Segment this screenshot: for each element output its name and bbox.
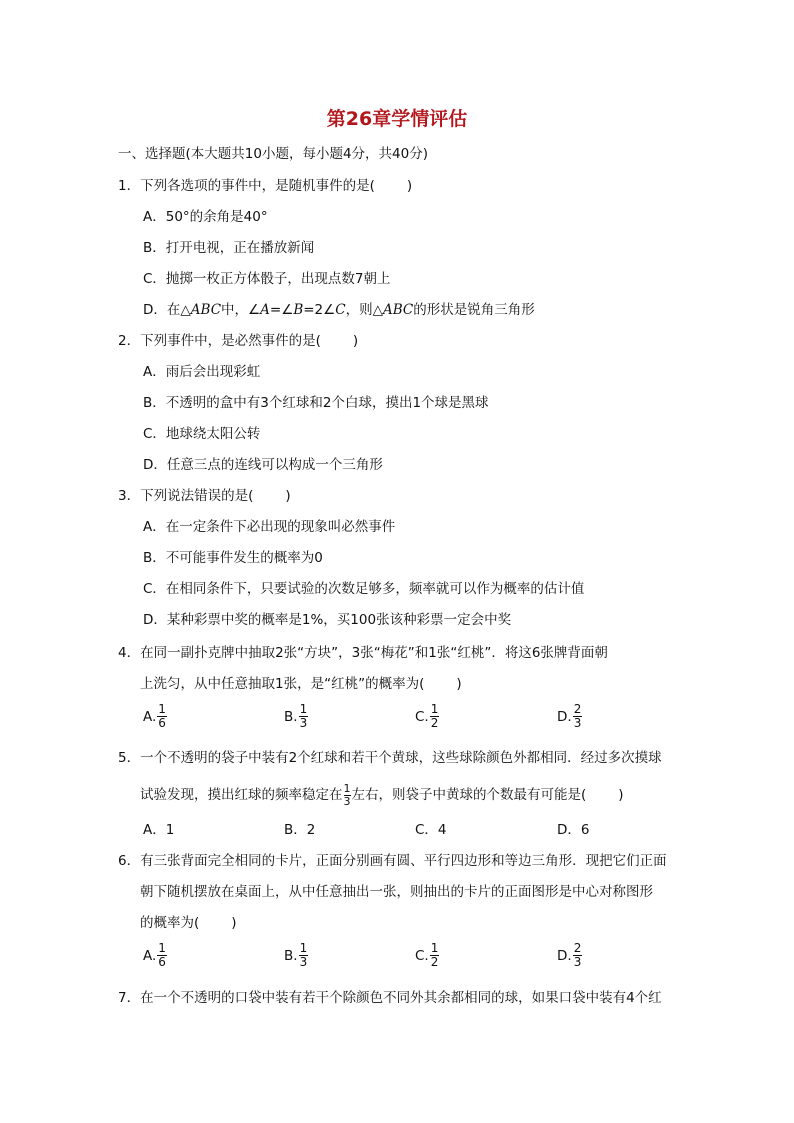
question-1-option-b: B．打开电视，正在播放新闻: [143, 240, 315, 256]
denominator: 3: [299, 716, 308, 730]
question-6-text: 的概率为(: [140, 915, 200, 931]
numerator: 1: [299, 941, 308, 955]
denominator: 2: [430, 955, 439, 969]
question-4-option-a: [143, 703, 167, 730]
question-4-text: 上洗匀，从中任意抽取1张，是“红桃”的概率为(: [140, 676, 425, 692]
question-1-option-c: C．抛掷一枚正方体骰子，出现点数7朝上: [143, 271, 391, 287]
question-2-option-a: A．雨后会出现彩虹: [143, 364, 261, 380]
option-label: D.: [557, 708, 572, 725]
math-var: C: [335, 302, 346, 318]
question-2-option-c: C．地球绕太阳公转: [143, 426, 261, 442]
option-label: B.: [284, 708, 298, 725]
fraction: [299, 942, 309, 969]
question-6-option-a: [143, 942, 167, 969]
question-4-line-1: 4．在同一副扑克牌中抽取2张“方块”，3张“梅花”和1张“红桃”．将这6张牌背面朝: [118, 645, 608, 661]
question-6-line-3: [140, 913, 237, 933]
question-4-option-b: [284, 703, 308, 730]
question-6-line-2: 朝下随机摆放在桌面上，从中任意抽出一张，则抽出的卡片的正面图形是中心对称图形: [140, 884, 653, 900]
question-4-close: ): [456, 676, 462, 692]
question-3-option-a: A．在一定条件下必出现的现象叫必然事件: [143, 519, 396, 535]
numerator: 1: [430, 702, 439, 716]
option-label: B.: [284, 947, 298, 964]
numerator: 1: [158, 702, 166, 716]
section-heading: 一、选择题(本大题共10小题，每小题4分，共40分): [118, 146, 428, 162]
question-5-line-2: [140, 781, 624, 809]
opt-text: 中，∠: [221, 302, 261, 318]
question-2-option-b: B．不透明的盒中有3个红球和2个白球，摸出1个球是黑球: [143, 395, 489, 411]
question-4-option-d: [557, 703, 582, 730]
denominator: 6: [158, 716, 166, 730]
question-7-line-1: 7．在一个不透明的口袋中装有若干个除颜色不同外其余都相同的球，如果口袋中装有4个红: [118, 990, 662, 1006]
question-5-option-d: D．6: [557, 822, 590, 838]
question-5-text: 左右，则袋子中黄球的个数最有可能是(: [351, 787, 587, 803]
question-2-stem: [118, 331, 358, 351]
question-5-option-b: B．2: [284, 822, 316, 838]
math-var: ABC: [382, 302, 414, 318]
question-5-option-c: C．4: [415, 822, 447, 838]
question-2-option-d: D．任意三点的连线可以构成一个三角形: [143, 457, 383, 473]
option-label: A.: [143, 947, 157, 964]
denominator: 3: [343, 794, 351, 808]
fraction: [344, 783, 351, 808]
fraction: [573, 703, 583, 730]
option-label: C.: [415, 708, 429, 725]
denominator: 3: [573, 955, 582, 969]
question-5-close: ): [618, 787, 624, 803]
question-3-option-b: B．不可能事件发生的概率为0: [143, 550, 323, 566]
numerator: 1: [158, 941, 166, 955]
opt-text: 的形状是锐角三角形: [413, 302, 535, 318]
denominator: 3: [299, 955, 308, 969]
question-2-close: ): [352, 333, 359, 349]
question-3-option-c: C．在相同条件下，只要试验的次数足够多，频率就可以作为概率的估计值: [143, 581, 585, 597]
question-6-option-b: [284, 942, 308, 969]
question-5-text: 试验发现，摸出红球的频率稳定在: [140, 787, 343, 803]
numerator: 2: [573, 941, 582, 955]
question-5-line-1: 5．一个不透明的袋子中装有2个红球和若干个黄球，这些球除颜色外都相同．经过多次摸球: [118, 750, 662, 766]
question-1-stem: [118, 176, 412, 196]
question-6-option-c: [415, 942, 439, 969]
opt-text: ，则△: [345, 302, 383, 318]
math-var: ABC: [190, 302, 222, 318]
opt-text: D．在△: [143, 302, 191, 318]
option-label: A.: [143, 708, 157, 725]
question-1-text: 1．下列各选项的事件中，是随机事件的是(: [118, 178, 375, 194]
question-6-close: ): [231, 915, 237, 931]
question-4-option-c: [415, 703, 439, 730]
page-title: 第26章学情评估: [326, 108, 468, 130]
question-1-option-a: A．50°的余角是40°: [143, 209, 268, 225]
question-6-line-1: 6．有三张背面完全相同的卡片，正面分别画有圆、平行四边形和等边三角形．现把它们正面: [118, 853, 667, 869]
numerator: 1: [299, 702, 308, 716]
fraction: [157, 703, 167, 730]
question-4-line-2: [140, 674, 462, 694]
numerator: 2: [573, 702, 582, 716]
opt-text: =∠: [269, 302, 294, 318]
question-6-options: [0, 942, 794, 976]
fraction: [430, 703, 440, 730]
denominator: 6: [158, 955, 166, 969]
fraction: [157, 942, 167, 969]
question-1-close: ): [406, 178, 413, 194]
denominator: 3: [573, 716, 582, 730]
numerator: 1: [343, 781, 351, 795]
question-4-options: [0, 703, 794, 737]
option-label: C.: [415, 947, 429, 964]
fraction: [430, 942, 440, 969]
math-var: A: [260, 302, 270, 318]
numerator: 1: [430, 941, 439, 955]
question-5-option-a: A．1: [143, 822, 175, 838]
fraction: [573, 942, 583, 969]
question-3-option-d: D．某种彩票中奖的概率是1%，买100张该种彩票一定会中奖: [143, 612, 512, 628]
question-6-option-d: [557, 942, 582, 969]
option-label: D.: [557, 947, 572, 964]
fraction: [299, 703, 309, 730]
question-3-close: ): [285, 488, 291, 504]
question-1-option-d: [143, 300, 535, 320]
question-2-text: 2．下列事件中，是必然事件的是(: [118, 333, 321, 349]
question-3-text: 3．下列说法错误的是(: [118, 488, 254, 504]
denominator: 2: [430, 716, 439, 730]
question-3-stem: [118, 486, 291, 506]
opt-text: =2∠: [303, 302, 336, 318]
math-var: B: [293, 302, 304, 318]
